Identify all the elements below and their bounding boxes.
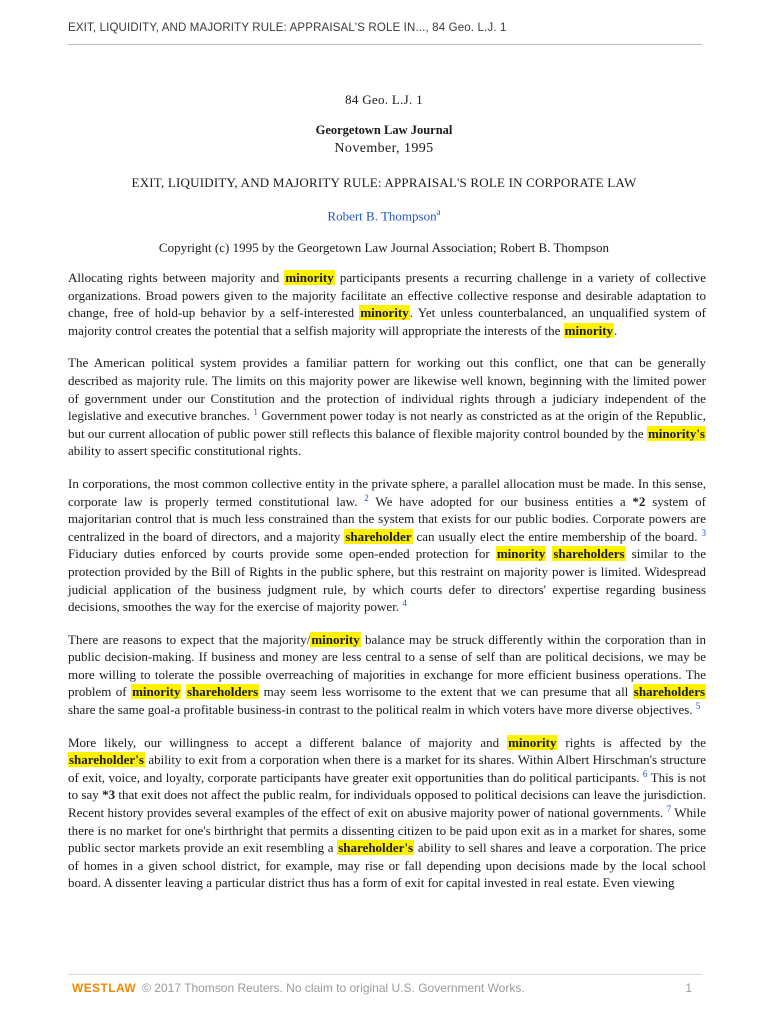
author-link[interactable]: Robert B. Thompson [327, 208, 437, 224]
footer-divider [68, 974, 702, 975]
footnote-link[interactable]: 3 [701, 527, 706, 538]
search-term-highlight: minority [311, 631, 360, 647]
search-term-highlight: shareholders [186, 684, 259, 700]
header-divider [68, 44, 702, 45]
running-header: EXIT, LIQUIDITY, AND MAJORITY RULE: APPRAISAL'S ROLE IN..., 84 Geo. L.J. 1 [68, 22, 507, 34]
search-term-highlight: shareholder's [338, 840, 414, 856]
text-run: balance may be struck differently within the corporation than in public decision-making. If business and money are less central to a sense of self than are political decisions, we may be more willing to tolerate the possible overreaching of majorities in exchange for more efficient business operations. The problem of [68, 631, 707, 700]
text-run: Allocating rights between majority and [68, 270, 285, 285]
search-term-highlight: shareholders [553, 546, 625, 562]
text-run: Fiduciary duties enforced by courts provide some open-ended protection for [68, 546, 496, 562]
text-run: may seem less worrisome to the extent that we can presume that all [259, 684, 633, 700]
text-run: We have adopted for our business entities a [368, 493, 633, 509]
text-run: can usually elect the entire membership of the board. [412, 528, 702, 544]
star-page-marker: *2 [632, 493, 646, 509]
text-run: There are reasons to expect that the majority/ [68, 631, 311, 647]
search-term-highlight: shareholder [345, 528, 412, 544]
text-run: More likely, our willingness to accept a different balance of majority and [68, 734, 508, 750]
footer-notice: © 2017 Thomson Reuters. No claim to original U.S. Government Works. [142, 981, 525, 995]
search-term-highlight: minority [496, 546, 546, 562]
text-run: ability to sell shares and leave a corporation. The price of homes in a given school district, for example, may rise or fall depending upon decisions made by the local school board. A dissenter leaving a particular district thus has a form of exit for capital invested in real estate. Even viewing [68, 840, 706, 891]
search-term-highlight: minority [285, 270, 334, 285]
search-term-highlight: shareholders [633, 684, 706, 700]
footnote-link[interactable]: 6 [642, 768, 648, 779]
search-term-highlight: minority's [647, 425, 705, 441]
footnote-link[interactable]: 2 [364, 492, 369, 503]
star-page-marker: *3 [102, 787, 116, 803]
search-term-highlight: minority [508, 734, 557, 750]
search-term-highlight: minority [564, 322, 614, 338]
citation: 84 Geo. L.J. 1 [345, 92, 423, 107]
publication-date: November, 1995 [334, 141, 434, 156]
paragraph [68, 354, 706, 460]
text-run: rights is affected by the [557, 734, 707, 750]
text-run: ability to exit from a corporation when there is a market for its shares. Within Albert Hirschman's structure of exit, voice, and loyalty, corporate participants have greater exit opportunities than do political participants. [68, 752, 706, 785]
paragraph [68, 631, 706, 719]
copyright-notice: Copyright (c) 1995 by the Georgetown Law Journal Association; Robert B. Thompson [158, 240, 610, 255]
search-term-highlight: shareholder's [69, 752, 144, 768]
footnote-link[interactable]: 5 [695, 701, 701, 712]
text-run: In corporations, the most common collective entity in the private sphere, a parallel allocation must be made. In this sense, corporate law is properly termed constitutional law. [68, 475, 706, 509]
text-run: While there is no market for one's birthright that permits a dissenting citizen to be paid upon exit as in a market for shares, some public sector markets provide an exit resembling a [68, 805, 707, 856]
journal-name: Georgetown Law Journal [315, 123, 453, 137]
footnote-link[interactable]: 1 [253, 407, 258, 418]
paragraph [68, 475, 706, 616]
page-number: 1 [685, 981, 692, 995]
search-term-highlight: minority [360, 305, 409, 321]
text-run: that exit does not affect the public realm, for individuals opposed to political decisions can leave the jurisdiction. Recent history provides several examples of the effect of exit on abusive majority power of national governments. [68, 787, 706, 821]
text-run: The American political system provides a familiar pattern for working out this conflict, one that can be generally described as majority rule. The limits on this majority power are likewise well known, beginning with the limited power of government under our Constitution and the protection of individual rights through a judiciary independent of the legislative and executive branches. [68, 355, 706, 424]
text-run: Government power today is not nearly as constricted as at the origin of the Republic, but our current allocation of public power still reflects this balance of flexible majority control bounded by the [68, 408, 706, 441]
footnote-link[interactable]: 7 [666, 804, 672, 815]
author-line [0, 207, 768, 224]
search-term-highlight: minority [132, 684, 181, 700]
text-run: participants presents a recurring challenge in a variety of collective organizations. Broad powers given to the majority facilitate an effective collective response and desirable adaptation to change, free of hold-up behavior by a self-interested [68, 270, 706, 321]
text-run: . Yet unless counterbalanced, an unqualified system of majority control creates the potential that a selfish majority will appropriate the interests of the [68, 305, 706, 338]
author-footnote-link[interactable]: a [436, 207, 441, 217]
footer [72, 981, 692, 999]
article-title: EXIT, LIQUIDITY, AND MAJORITY RULE: APPRAISAL'S ROLE IN CORPORATE LAW [131, 175, 637, 190]
text-run: . [614, 322, 618, 338]
westlaw-logo: WESTLAW [72, 981, 137, 995]
text-run: share the same goal-a profitable business-in contrast to the political realm in which voters have more diverse objectives. [68, 702, 696, 718]
paragraph [68, 269, 706, 339]
article-body [68, 269, 706, 907]
text-run: ability to assert specific constitutional rights. [68, 443, 302, 459]
paragraph [68, 734, 706, 892]
text-run: similar to the protection provided by the Bill of Rights in the public sphere, but this restraint on majority power is limited. Widespread judicial application of the business judgment rule, by which courts defer to directors' expertise regarding business decisions, smoothes the way for the exercise of majority power. [68, 546, 706, 615]
text-run: This is not to say [68, 769, 706, 803]
footnote-link[interactable]: 4 [402, 598, 407, 609]
text-run: system of majoritarian control that is much less constrained than the system that exists for our public bodies. Corporate powers are centralized in the board of directors, and a majority [68, 493, 706, 544]
